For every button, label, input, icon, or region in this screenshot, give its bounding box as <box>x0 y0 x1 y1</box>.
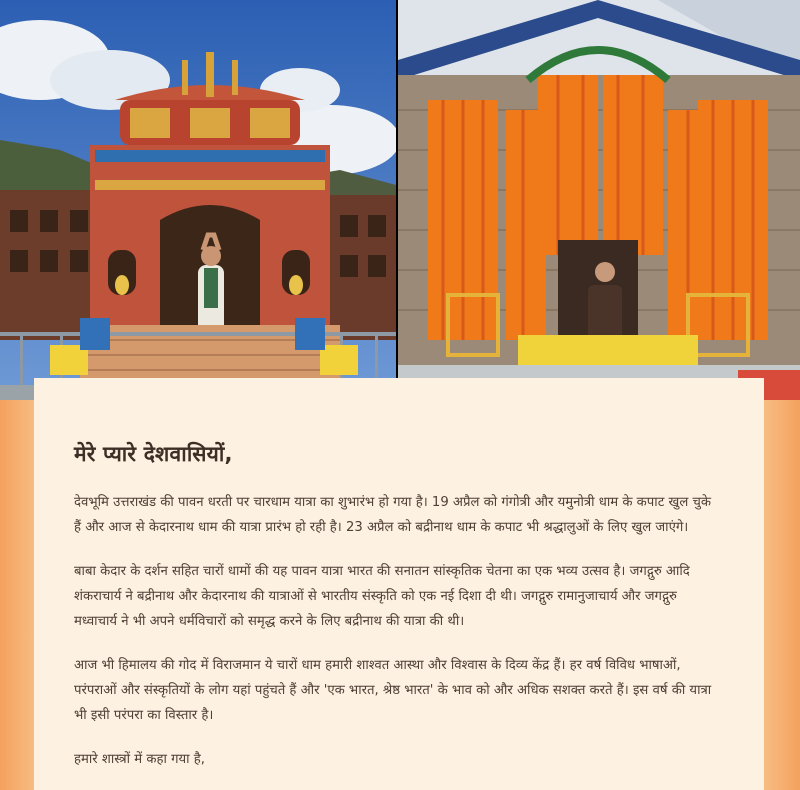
kedarnath-temple-image <box>398 0 800 400</box>
letter-salutation: मेरे प्यारे देशवासियों, <box>74 442 233 466</box>
letter-paragraph: हमारे शास्त्रों में कहा गया है, <box>74 752 205 767</box>
badrinath-temple-photo <box>0 0 396 400</box>
badrinath-temple-image <box>0 0 396 400</box>
letter-paragraph: देवभूमि उत्तराखंड की पावन धरती पर चारधाम यात्रा का शुभारंभ हो गया है। 19 अप्रैल को गंगोत्री और यमुनोत्री धाम के कपाट खुल चुके हैं और आज से केदारनाथ धाम की यात्रा प्रारंभ हो रही है। 23 अप्रैल को बद्रीनाथ धाम के कपाट भी श्रद्धालुओं के लिए खुल जाएंगे। <box>74 495 711 535</box>
letter-card <box>34 378 764 790</box>
letter-paragraph: आज भी हिमालय की गोद में विराजमान ये चारों धाम हमारी शाश्वत आस्था और विश्वास के दिव्य केंद्र हैं। हर वर्ष विविध भाषाओं, परंपराओं और संस्कृतियों के लोग यहां पहुंचते हैं और 'एक भारत, श्रेष्ठ भारत' के भाव को और अधिक सशक्त करते हैं। इस वर्ष की यात्रा भी इसी परंपरा का विस्तार है। <box>74 658 712 723</box>
letter-paragraph: बाबा केदार के दर्शन सहित चारों धामों की यह पावन यात्रा भारत की सनातन सांस्कृतिक चेतना का एक भव्य उत्सव है। जगद्गुरु आदि शंकराचार्य ने बद्रीनाथ और केदारनाथ की यात्राओं से भारतीय संस्कृति को एक नई दिशा दी थी। जगद्गुरु रामानुजाचार्य और जगद्गुरु मध्वाचार्य ने भी अपने धर्मविचारों को समृद्ध करने के लिए बद्रीनाथ की यात्रा की थी। <box>74 564 690 629</box>
kedarnath-temple-photo <box>398 0 800 400</box>
